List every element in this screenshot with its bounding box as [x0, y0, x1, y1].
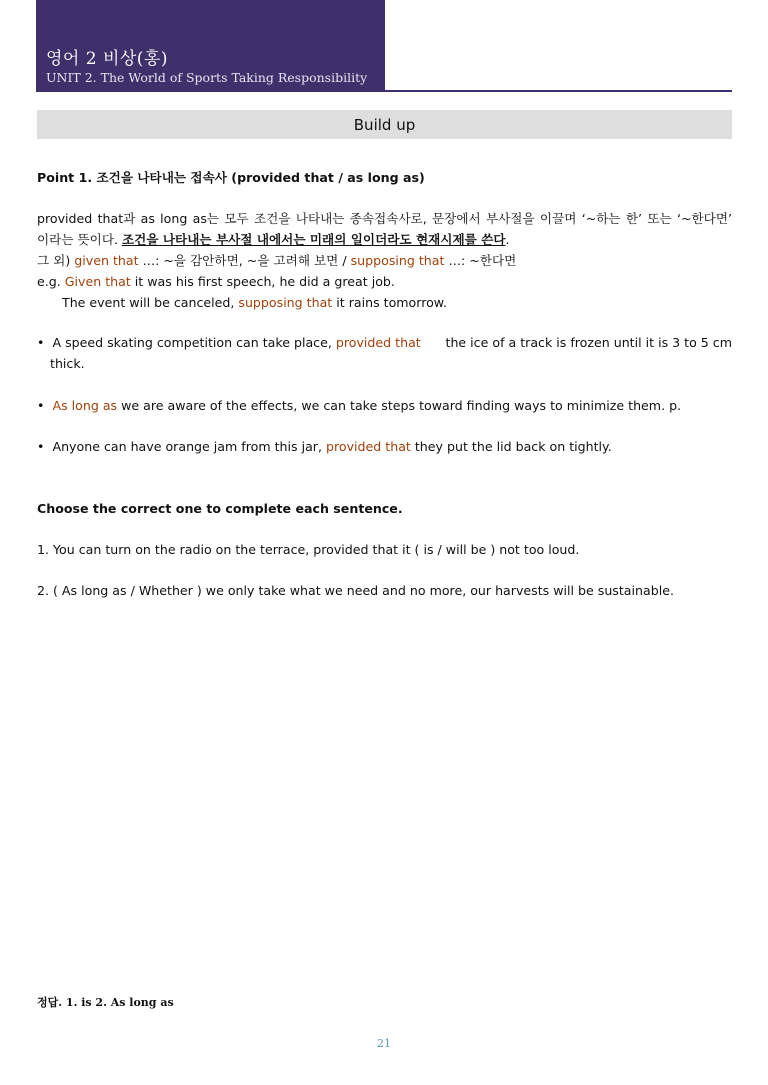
exercise-question-1: 1. You can turn on the radio on the terrace, provided that it ( is / will be ) not too loud. — [37, 542, 580, 557]
grammar-rule-emphasis: 조건을 나타내는 부사절 내에서는 미래의 일이더라도 현재시제를 쓴다 — [122, 232, 506, 247]
header-banner — [36, 0, 385, 91]
header-divider — [36, 90, 732, 92]
page-number: 21 — [377, 1037, 391, 1050]
unit-subtitle: UNIT 2. The World of Sports Taking Responsibility — [46, 70, 368, 85]
textbook-title: 영어 2 비상(홍) — [46, 49, 168, 69]
answer-key: 정답. 1. is 2. As long as — [37, 996, 174, 1009]
exercise-instruction: Choose the correct one to complete each sentence. — [37, 501, 403, 516]
bullet-item: • Anyone can have orange jam from this jar, provided that they put the lid back on tightly. — [37, 439, 612, 454]
section-title: Build up — [353, 115, 416, 134]
exercise-question-2: 2. ( As long as / Whether ) we only take what we need and no more, our harvests will be sustainable. — [37, 583, 674, 598]
point-heading: Point 1. 조건을 나타내는 접속사 (provided that / as long as) — [37, 170, 425, 185]
section-title-bar — [37, 110, 732, 139]
point-description-line1: provided that과 as long as는 모두 조건을 나타내는 종속접속사로, 문장에서 부사절을 이끌며 ‘~하는 한’ 또는 ‘~한다면’ — [37, 211, 732, 226]
example-1: e.g. Given that it was his first speech, he did a great job. — [37, 274, 395, 289]
other-expressions: 그 외) given that …: ~을 감안하면, ~을 고려해 보면 / supposing that …: ~한다면 — [37, 253, 517, 268]
bullet-item: • As long as we are aware of the effects, we can take steps toward finding ways to minimize them. p. — [37, 398, 682, 413]
point-description-line2: 이라는 뜻이다. 조건을 나타내는 부사절 내에서는 미래의 일이더라도 현재시제를 쓴다. — [37, 232, 510, 247]
example-2: The event will be canceled, supposing that it rains tomorrow. — [62, 295, 447, 310]
bullet-item: • A speed skating competition can take place, provided that the ice of a track is frozen until it is 3 to 5 cm thick. — [37, 335, 732, 371]
